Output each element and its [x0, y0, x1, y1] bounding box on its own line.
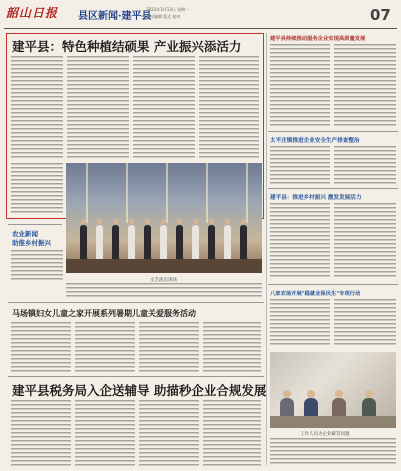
masthead [0, 0, 401, 30]
divider [268, 284, 398, 285]
column-divider [266, 33, 267, 465]
right-text-2b [334, 146, 396, 184]
right-text-3a [270, 203, 330, 279]
divider [8, 376, 264, 377]
right-text-2a [270, 146, 330, 184]
caption-text [66, 283, 262, 297]
page-number: 07 [370, 6, 391, 24]
middle-text-col-1 [11, 322, 71, 372]
right-text-4a [270, 299, 330, 347]
bottom-text-col-3 [139, 400, 199, 466]
office-photo[interactable] [270, 352, 396, 428]
middle-text-col-2 [75, 322, 135, 372]
main-headline[interactable]: 建平县：特色种植结硕果 产业振兴添活力 [12, 39, 242, 54]
right-text-5 [270, 438, 396, 466]
right-headline-4[interactable]: 八家农场开展"稳就业保民生"专项行动 [270, 291, 361, 297]
article-text-col-4 [199, 56, 259, 160]
article-text-col-3 [133, 56, 195, 160]
right-text-1b [334, 44, 396, 128]
middle-text-col-4 [203, 322, 261, 372]
right-text-1a [270, 44, 330, 128]
performance-photo[interactable] [66, 163, 262, 273]
article-text-col-5 [11, 163, 63, 215]
article-text-col-1 [11, 56, 63, 160]
divider [8, 302, 264, 303]
right-headline-3[interactable]: 建平县：推进乡村振兴 激发发展活力 [270, 195, 362, 201]
divider [268, 188, 398, 189]
issue-meta: 2023年3月13日 星期一 [146, 7, 190, 12]
photo-caption: 文艺演出现场 [150, 278, 177, 283]
divider [8, 224, 62, 225]
bottom-text-col-2 [75, 400, 135, 466]
masthead-rule [4, 28, 397, 29]
newspaper-logo: 韶山日报 [6, 6, 59, 20]
divider [268, 131, 398, 132]
right-text-3b [334, 203, 396, 279]
left-story-text [11, 250, 63, 280]
left-kicker: 农业新闻 [12, 230, 38, 238]
article-text-col-2 [67, 56, 129, 160]
right-text-4b [334, 299, 396, 347]
section-title: 县区新闻·建平县 [78, 11, 152, 22]
middle-text-col-3 [139, 322, 199, 372]
bottom-text-col-1 [11, 400, 71, 466]
left-column-title[interactable]: 助推乡村振兴 [12, 239, 51, 247]
right-headline-1[interactable]: 建平县持续推动服务企业实现高质量发展 [270, 36, 366, 42]
bottom-headline[interactable]: 建平县税务局入企送辅导 助描秒企业合规发展 [12, 383, 267, 398]
photo-caption-right: 工作人员为企业解答问题 [300, 432, 350, 437]
right-headline-2[interactable]: 太平庄镇推进企业安全生产排查整治 [270, 138, 360, 144]
middle-headline[interactable]: 马场镇妇女儿童之家开展系列暑期儿童关爱服务活动 [12, 308, 196, 318]
editor-meta: 责任编辑 版式 校对 [146, 14, 181, 19]
bottom-text-col-4 [203, 400, 261, 466]
